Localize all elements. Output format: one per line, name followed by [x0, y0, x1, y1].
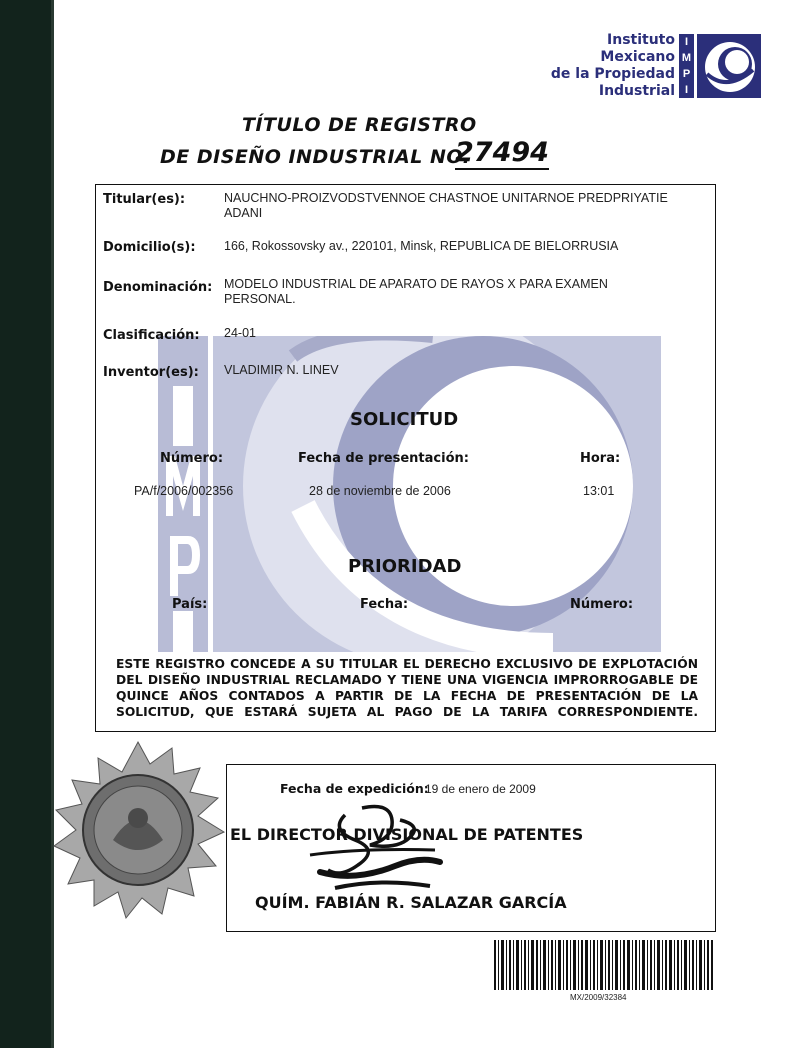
titular-label: Titular(es): [103, 192, 186, 207]
prioridad-fecha-label: Fecha: [360, 597, 409, 612]
logo-emblem-icon [697, 34, 761, 98]
barcode-number: MX/2009/32384 [570, 993, 627, 1002]
denominacion-label: Denominación: [103, 280, 213, 295]
clasificacion-value: 24-01 [224, 326, 256, 340]
solicitud-fecha-label: Fecha de presentación: [298, 451, 469, 466]
solicitud-numero-label: Número: [160, 451, 224, 466]
binder-strip [0, 0, 52, 1048]
title-line-1: TÍTULO DE REGISTRO [242, 114, 477, 136]
solicitud-heading: SOLICITUD [350, 409, 459, 430]
logo-line-4: Industrial [598, 83, 675, 99]
logo-line-1: Instituto [607, 32, 675, 48]
director-name: QUÍM. FABIÁN R. SALAZAR GARCÍA [255, 893, 567, 912]
legal-text [116, 656, 698, 720]
logo-letter: I [684, 36, 689, 48]
solicitud-hora-label: Hora: [580, 451, 621, 466]
director-title: EL DIRECTOR DIVISIONAL DE PATENTES [230, 825, 584, 844]
domicilio-label: Domicilio(s): [103, 240, 196, 255]
logo-letter: I [684, 84, 689, 96]
prioridad-heading: PRIORIDAD [348, 556, 462, 577]
solicitud-hora-value: 13:01 [583, 484, 615, 498]
signature-icon [300, 800, 450, 900]
registration-number: 27494 [455, 137, 549, 168]
clasificacion-label: Clasificación: [103, 328, 200, 343]
barcode-icon [494, 940, 714, 990]
legal-text-line-4: SOLICITUD, QUE ESTARÁ SUJETA AL PAGO DE LA TARIFA CORRESPONDIENTE. [116, 705, 698, 719]
title-line-2: DE DISEÑO INDUSTRIAL NO. [160, 146, 471, 168]
titular-value-line-2: ADANI [224, 206, 263, 220]
expedicion-label: Fecha de expedición: [280, 781, 429, 796]
logo-text [551, 32, 675, 100]
prioridad-numero-label: Número: [570, 597, 634, 612]
prioridad-pais-label: País: [172, 597, 208, 612]
domicilio-value: 166, Rokossovsky av., 220101, Minsk, REPUBLICA DE BIELORRUSIA [224, 239, 619, 253]
inventor-value: VLADIMIR N. LINEV [224, 363, 339, 377]
expedicion-value: 19 de enero de 2009 [425, 782, 536, 796]
logo-line-3: de la Propiedad [550, 66, 675, 82]
impi-logo [527, 32, 767, 100]
official-seal-icon [48, 740, 228, 920]
titular-value-line-1: NAUCHNO-PROIZVODSTVENNOE CHASTNOE UNITARNOE PREDPRIYATIE [224, 191, 668, 205]
logo-vertical-bar [679, 34, 694, 98]
denominacion-value-line-2: PERSONAL. [224, 292, 296, 306]
solicitud-fecha-value: 28 de noviembre de 2006 [309, 484, 451, 498]
legal-text-line-2: DEL DISEÑO INDUSTRIAL RECLAMADO Y TIENE UNA VIGENCIA IMPRORROGABLE DE [116, 673, 698, 687]
logo-letter: M [681, 52, 692, 64]
logo-letter: P [682, 68, 691, 80]
denominacion-value-line-1: MODELO INDUSTRIAL DE APARATO DE RAYOS X PARA EXAMEN [224, 277, 608, 291]
logo-line-2: Mexicano [600, 49, 675, 65]
inventor-label: Inventor(es): [103, 365, 199, 380]
legal-text-line-1: ESTE REGISTRO CONCEDE A SU TITULAR EL DERECHO EXCLUSIVO DE EXPLOTACIÓN [116, 657, 698, 671]
solicitud-numero-value: PA/f/2006/002356 [134, 484, 234, 498]
legal-text-line-3: QUINCE AÑOS CONTADOS A PARTIR DE LA FECHA DE PRESENTACIÓN DE LA [116, 689, 698, 703]
